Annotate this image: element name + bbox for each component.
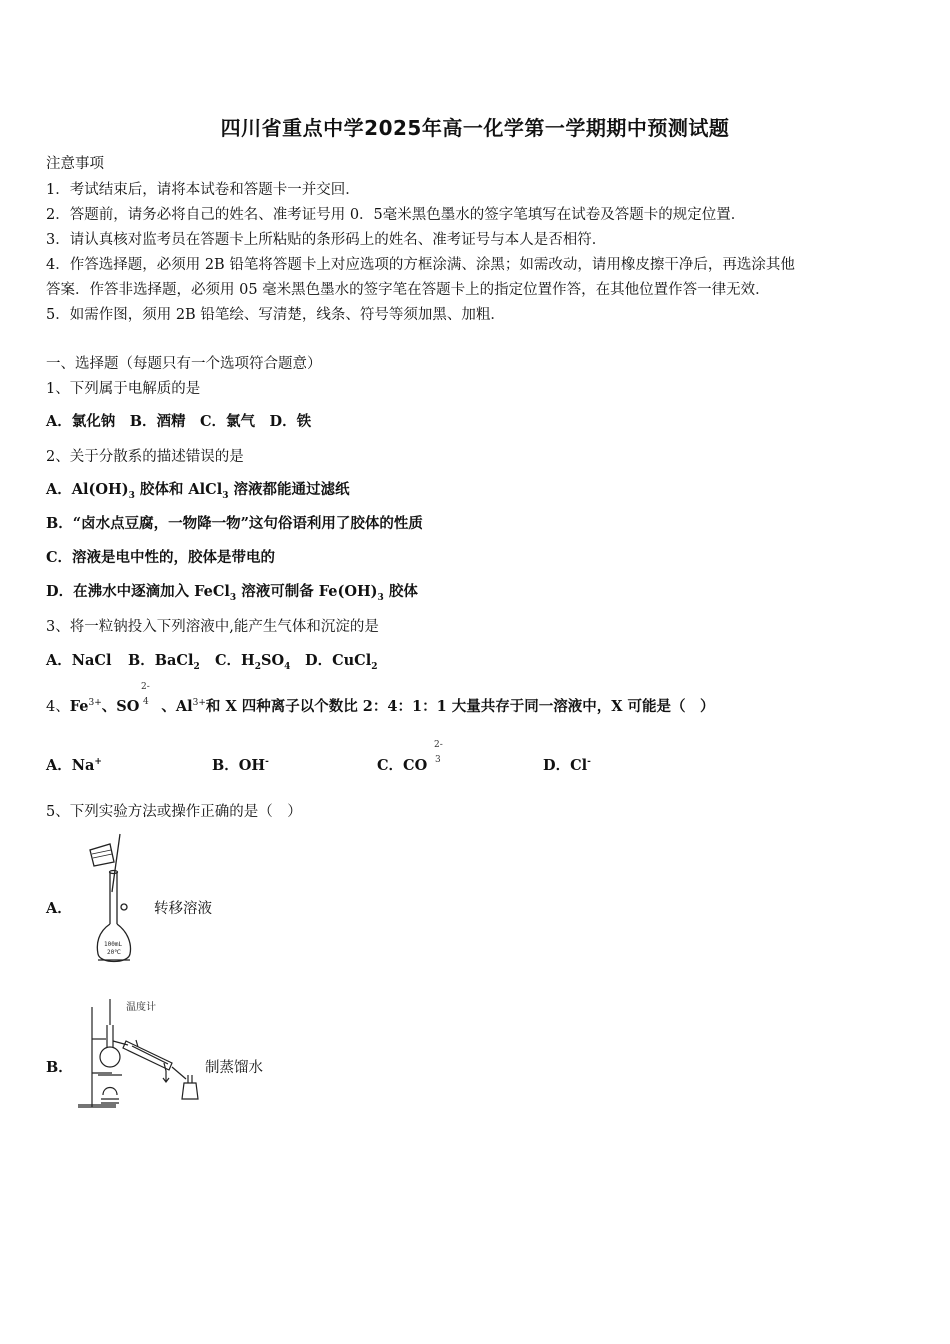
question-2-option-b: B．“卤水点豆腐，一物降一物”这句俗语利用了胶体的性质: [46, 515, 423, 532]
question-4-option-b: B．OH-: [212, 757, 269, 774]
notice-item: 答案．作答非选择题，必须用 05 毫米黑色墨水的签字笔在答题卡上的指定位置作答，在其他位置作答一律无效．: [46, 282, 770, 298]
flask-temperature-label: 20℃: [107, 949, 121, 956]
question-2-option-a: A．$Al(OH)_3$ 胶体和 AlCl$_3$ 溶液都能通过滤纸: [46, 481, 350, 501]
sulfate-subscript: 4: [143, 697, 149, 707]
question-2-stem: 2、关于分散系的描述错误的是: [46, 449, 244, 465]
question-5-option-a-label: A．: [46, 900, 72, 917]
question-5-option-a-text: 转移溶液: [154, 901, 212, 917]
notice-item: 3．请认真核对监考员在答题卡上所粘贴的条形码上的姓名、准考证号与本人是否相符．: [46, 232, 607, 248]
question-4-stem: 4、$Fe^{3+}$、SO 、$Al^{3+}$和 X 四种离子以个数比 2：4：1：1 大量共存于同一溶液中，X 可能是（ ）: [46, 698, 715, 715]
page-title: 四川省重点中学2025年高一化学第一学期期中预测试题: [220, 116, 730, 140]
question-4-option-d: D．Cl-: [543, 757, 591, 774]
notice-heading: 注意事项: [46, 156, 104, 172]
volumetric-flask-transfer-figure: [84, 832, 144, 972]
question-4-option-a: A．Na+: [46, 757, 102, 774]
question-1-options: A．氯化钠 B．酒精 C．氯气 D．铁: [46, 413, 312, 430]
question-2-option-c: C．溶液是电中性的，胶体是带电的: [46, 549, 276, 566]
question-3-option-d: D．CuCl$_2$: [305, 652, 378, 672]
question-3-stem: 3、将一粒钠投入下列溶液中,能产生气体和沉淀的是: [46, 619, 379, 635]
thermometer-label: 温度计: [126, 1002, 156, 1013]
carbonate-subscript: 3: [435, 755, 441, 765]
distillation-apparatus-figure: [76, 995, 206, 1113]
question-2-option-d: D．在沸水中逐滴加入 FeCl$_3$ 溶液可制备 $Fe(OH)_3$ 胶体: [46, 583, 418, 603]
carbonate-charge: 2-: [434, 740, 443, 750]
question-3-option-c: C．$H_2SO_4$: [215, 652, 291, 672]
question-3-option-b: B．BaCl$_2$: [128, 652, 200, 672]
section-heading: 一、选择题（每题只有一个选项符合题意）: [46, 356, 322, 372]
question-5-stem: 5、下列实验方法或操作正确的是（ ）: [46, 804, 302, 820]
notice-item: 5．如需作图，须用 2B 铅笔绘、写清楚，线条、符号等须加黑、加粗．: [46, 307, 505, 323]
question-5-option-b-text: 制蒸馏水: [205, 1060, 263, 1076]
question-4-option-c: C．CO: [377, 757, 428, 774]
notice-item: 4．作答选择题，必须用 2B 铅笔将答题卡上对应选项的方框涂满、涂黑；如需改动，请用橡皮擦干净后，再选涂其他: [46, 257, 795, 273]
question-5-option-b-label: B．: [46, 1059, 73, 1076]
flask-volume-label: 100mL: [104, 941, 123, 948]
notice-item: 2．答题前，请务必将自己的姓名、准考证号用 0．5毫米黑色墨水的签字笔填写在试卷及答题卡的规定位置．: [46, 207, 746, 223]
notice-item: 1．考试结束后，请将本试卷和答题卡一并交回．: [46, 182, 360, 198]
question-3-option-a: A．NaCl: [46, 652, 112, 669]
question-1-stem: 1、下列属于电解质的是: [46, 381, 201, 397]
sulfate-charge: 2-: [141, 682, 150, 692]
